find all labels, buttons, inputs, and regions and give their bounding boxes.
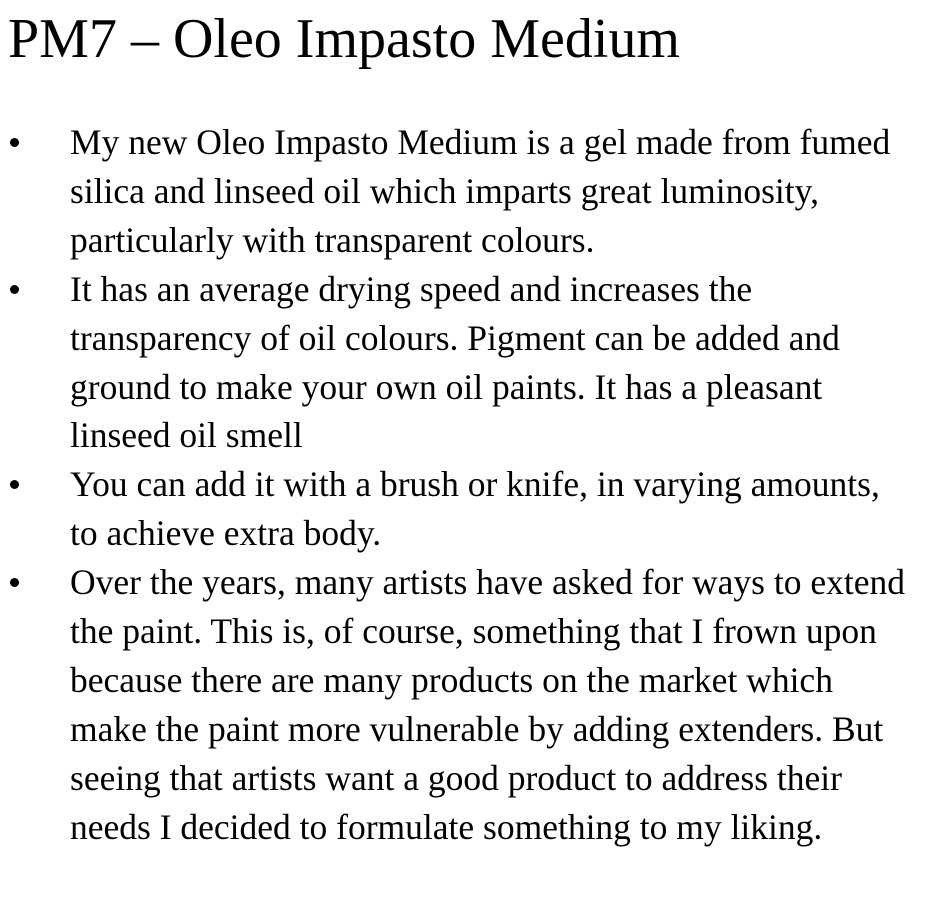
bullet-item: [0, 558, 910, 851]
bullet-item: [0, 118, 910, 265]
bullet-text: Over the years, many artists have asked for ways to extend the paint. This is, of course, something that I frown upon because there are many products on the market which make the paint more vulnerable by adding extenders. But seeing that artists want a good product to address their needs I decided to formulate something to my liking.: [70, 562, 905, 847]
bullet-text: You can add it with a brush or knife, in varying amounts, to achieve extra body.: [70, 464, 880, 554]
bullet-dot-icon: [10, 578, 19, 587]
bullet-list: [0, 118, 930, 852]
bullet-dot-icon: [10, 480, 19, 489]
bullet-text: My new Oleo Impasto Medium is a gel made from fumed silica and linseed oil which imparts great luminosity, particularly with transparent colours.: [70, 122, 891, 260]
bullet-text: It has an average drying speed and increases the transparency of oil colours. Pigment can be added and ground to make your own oil paints. It has a pleasant linseed oil smell: [70, 268, 840, 456]
bullet-dot-icon: [10, 285, 19, 294]
bullet-item: [0, 460, 910, 558]
page-title: PM7 – Oleo Impasto Medium: [8, 8, 680, 70]
bullet-item: [0, 265, 910, 461]
bullet-dot-icon: [10, 138, 19, 147]
